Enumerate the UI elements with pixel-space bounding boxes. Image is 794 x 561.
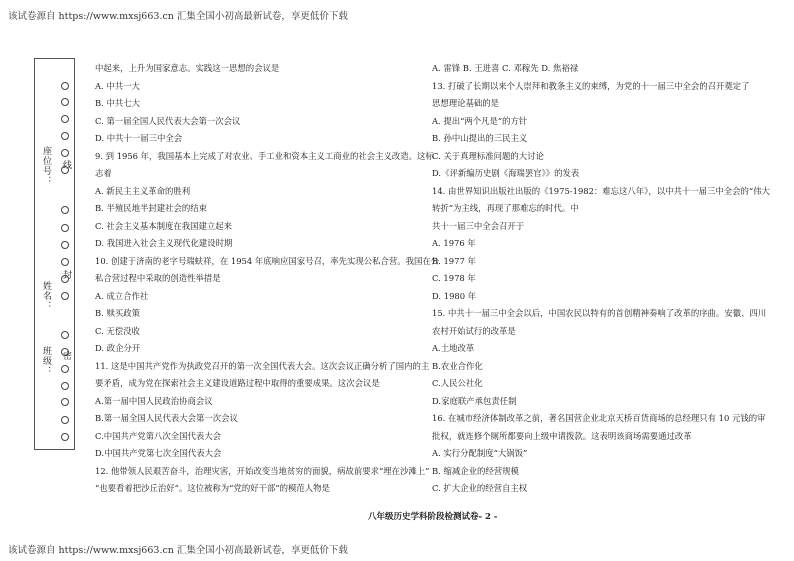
page-footer: 八年级历史学科阶段检测试卷- 2 - [368, 512, 498, 522]
text-line: A.第一届中国人民政治协商会议 [95, 395, 213, 406]
binding-hole-icon [61, 292, 69, 300]
binding-hole-icon [61, 398, 69, 406]
seal-line-char: 线 [63, 161, 73, 171]
binding-hole-icon [61, 206, 69, 214]
text-line: B. 赎买政策 [95, 308, 140, 318]
binding-hole-icon [61, 115, 69, 123]
binding-hole-icon [61, 224, 69, 232]
binding-hole-icon [61, 331, 69, 339]
text-line: 10. 创建于济南的老字号瑞蚨祥，在 1954 年底响应国家号召，率先实现公私合营。我国在公 [95, 255, 440, 266]
text-line: A. 提出“两个凡是”的方针 [432, 115, 528, 126]
binding-hole-icon [61, 132, 69, 140]
text-line: A. 成立合作社 [95, 290, 149, 301]
binding-hole-icon [61, 433, 69, 441]
text-line: 转折”为主线，再现了那难忘的时代。中 [432, 203, 579, 213]
text-line: 共十一届三中全会召开于 [432, 220, 525, 231]
text-line: A.土地改革 [432, 343, 475, 353]
name-label: 姓名： [41, 281, 51, 311]
binding-hole-icon [61, 416, 69, 424]
text-line: 13. 打破了长期以来个人崇拜和教条主义的束缚，为党的十一届三中全会的召开奠定了 [432, 80, 750, 91]
source-header: 该试卷源自 https://www.mxsj663.cn 汇集全国小初高最新试卷，享更低价下载 [8, 11, 348, 22]
text-line: A. 雷锋 B. 王进喜 C. 邓稼先 D. 焦裕禄 [432, 63, 579, 73]
text-line: D.《评新编历史剧《海瑞罢官》》的发表 [432, 168, 580, 178]
text-line: C. 扩大企业的经营自主权 [432, 483, 528, 493]
seat-number-label: 座位号： [41, 146, 51, 186]
binding-hole-icon [61, 82, 69, 90]
text-line: A. 新民主主义革命的胜利 [95, 185, 191, 196]
text-line: D. 1980 年 [432, 290, 477, 301]
text-line: B.农业合作化 [432, 360, 483, 371]
binding-hole-icon [61, 382, 69, 390]
text-line: B. 孙中山提出的三民主义 [432, 133, 528, 143]
source-footer: 该试卷源自 https://www.mxsj663.cn 汇集全国小初高最新试卷，享更低价下载 [8, 545, 348, 556]
text-line: C. 关于真理标准问题的大讨论 [432, 150, 544, 161]
text-line: A. 中共一大 [95, 80, 140, 91]
text-line: D.中国共产党第七次全国代表大会 [95, 448, 222, 458]
binding-hole-icon [61, 98, 69, 106]
text-line: D. 中共十一届三中全会 [95, 133, 183, 143]
text-line: D. 政企分开 [95, 343, 141, 353]
text-line: 15. 中共十一届三中全会以后，中国农民以特有的首创精神奏响了改革的序曲。安徽、四川 [432, 308, 767, 318]
text-line: 思想理论基础的是 [432, 98, 499, 108]
binding-hole-icon [61, 348, 69, 356]
text-line: 私合营过程中采取的创造性举措是 [95, 273, 221, 283]
text-line: D.家庭联产承包责任制 [432, 395, 517, 406]
binding-hole-icon [61, 166, 69, 174]
text-line: C. 社会主义基本制度在我国建立起来 [95, 220, 233, 231]
text-line: C. 第一届全国人民代表大会第一次会议 [95, 115, 241, 126]
seal-secret-char: 密 [63, 352, 73, 362]
text-line: A. 1976 年 [432, 238, 476, 248]
text-line: 9. 到 1956 年，我国基本上完成了对农业、手工业和资本主义工商业的社会主义改造。这标 [95, 150, 434, 161]
text-line: B. 半殖民地半封建社会的结束 [95, 203, 207, 213]
binding-holes [61, 78, 71, 448]
text-line: B. 缩减企业的经营规模 [432, 465, 519, 476]
text-line: 农村开始试行的改革是 [432, 325, 516, 336]
text-line: C.中国共产党第八次全国代表大会 [95, 430, 222, 441]
text-line: C.人民公社化 [432, 378, 483, 388]
seal-seal-char: 封 [63, 271, 73, 281]
text-line: 16. 在城市经济体制改革之前，著名国营企业北京天桥百货商场的总经理只有 10 元钱的审 [432, 413, 766, 423]
text-line: C. 1978 年 [432, 273, 476, 283]
class-label: 班级： [41, 346, 51, 376]
text-line: 12. 他带领人民艰苦奋斗，治理灾害，开始改变当地贫穷的面貌，病故前要求“埋在沙滩上” [95, 465, 430, 476]
binding-hole-icon [61, 258, 69, 266]
binding-hole-icon [61, 241, 69, 249]
binding-hole-icon [61, 275, 69, 283]
text-line: 中起来，上升为国家意志。实践这一思想的会议是 [95, 63, 280, 73]
text-line: B. 1977 年 [432, 255, 476, 266]
text-line: 11. 这是中国共产党作为执政党召开的第一次全国代表大会。这次会议正确分析了国内的主 [95, 360, 430, 371]
text-line: A. 实行分配制度“大锅饭” [432, 448, 528, 458]
text-line: 14. 由世界知识出版社出版的《1975-1982：难忘这八年》，以中共十一届三中全会的“伟大 [432, 185, 770, 196]
text-line: D. 我国进入社会主义现代化建设时期 [95, 238, 233, 248]
text-line: B.第一届全国人民代表大会第一次会议 [95, 413, 238, 423]
text-line: 要矛盾，成为党在探索社会主义建设道路过程中取得的重要成果。这次会议是 [95, 378, 380, 388]
text-line: B. 中共七大 [95, 98, 140, 108]
binding-hole-icon [61, 149, 69, 157]
text-line: “也要看着把沙丘治好”。这位被称为“党的好干部”的模范人物是 [95, 483, 330, 493]
text-line: 批权，就连修个厕所都要向上级申请拨款。这表明该商场需要通过改革 [432, 430, 692, 441]
binding-hole-icon [61, 365, 69, 373]
text-line: 志着 [95, 168, 112, 178]
text-line: C. 无偿没收 [95, 325, 140, 336]
